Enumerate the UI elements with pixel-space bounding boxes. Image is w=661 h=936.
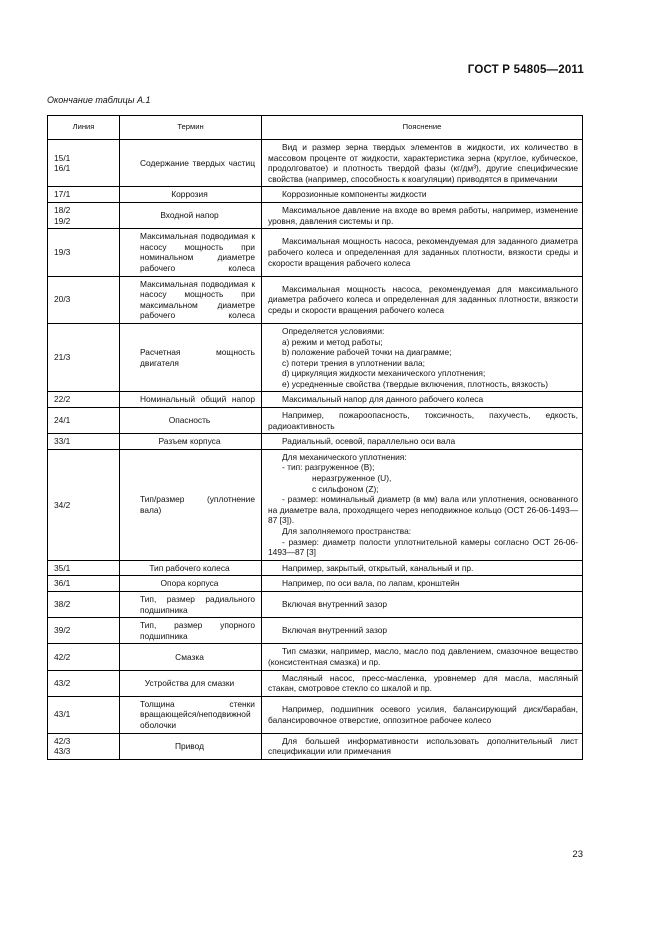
explanation: [262, 618, 583, 644]
line-number: 35/1: [48, 560, 120, 576]
header-term: Термин: [120, 116, 262, 140]
term: Максимальная подводимая к насосу мощность при номинальном диаметре рабочего колеса: [120, 229, 262, 276]
explanation-paragraph: неразгруженное (U),: [312, 473, 392, 484]
line-number: 19/3: [48, 229, 120, 276]
term: Устройства для смазки: [120, 670, 262, 696]
term: Смазка: [120, 644, 262, 670]
explanation-paragraph: Максимальная мощность насоса, рекомендуемая для заданного диаметра рабочего колеса и определенная для заданных плотности, вязкости среды и скорости вращения рабочего колеса: [268, 236, 578, 268]
table-row: [48, 229, 583, 276]
term: Тип, размер радиального подшипника: [120, 591, 262, 617]
explanation-paragraph: - размер: номинальный диаметр (в мм) вала или уплотнения, основанного на диаметре вала, проходящего через неподвижное кольцо (ОСТ 26-06-1493—87 [3]).: [268, 494, 578, 526]
explanation-paragraph: Вид и размер зерна твердых элементов в жидкости, их количество в массовом проценте от жидкости, характеристика зерна (круглое, кубическое, продолговатое) и плотность твердой фазы (кг/дм³), другие специфические свойства (например, способность к коагуляции) приводятся в примечании: [268, 142, 578, 184]
explanation: [262, 408, 583, 434]
explanation-paragraph: Например, пожароопасность, токсичность, пахучесть, едкость, радиоактивность: [268, 410, 578, 431]
explanation-paragraph: Определяется условиями:: [282, 325, 385, 336]
explanation-paragraph: Максимальная мощность насоса, рекомендуемая для максимального диаметра рабочего колеса и определенная для заданных плотности, вязкости среды и скорости вращения рабочего колеса: [268, 283, 578, 316]
explanation-paragraph: с сильфоном (Z);: [312, 483, 379, 494]
table-row: [48, 392, 583, 408]
term: Тип, размер упорного подшипника: [120, 618, 262, 644]
standard-code: ГОСТ Р 54805—2011: [467, 64, 584, 76]
explanation-paragraph: - тип: разгруженное (В);: [282, 462, 375, 473]
explanation: [262, 187, 583, 203]
term: Входной напор: [120, 202, 262, 228]
line-number: 21/3: [48, 323, 120, 392]
term: Привод: [120, 733, 262, 759]
term: Тип рабочего колеса: [120, 560, 262, 576]
explanation: [262, 591, 583, 617]
term: Разъем корпуса: [120, 434, 262, 450]
table-row: [48, 696, 583, 733]
table-row: [48, 140, 583, 187]
explanation-paragraph: Максимальный напор для данного рабочего колеса: [282, 394, 484, 405]
line-number: 20/3: [48, 276, 120, 323]
explanation: [262, 392, 583, 408]
header-line: Линия: [48, 116, 120, 140]
term: Опасность: [120, 408, 262, 434]
header-explanation: Пояснение: [262, 116, 583, 140]
explanation-paragraph: Включая внутренний зазор: [282, 599, 388, 610]
explanation: [262, 560, 583, 576]
explanation: [262, 449, 583, 560]
term: Толщина стенки вращающейся/неподвижной оболочки: [120, 696, 262, 733]
term: Коррозия: [120, 187, 262, 203]
table-row: [48, 670, 583, 696]
table-header-row: [48, 116, 583, 140]
table-row: [48, 187, 583, 203]
explanation-paragraph: Для большей информативности использовать дополнительный лист спецификации или примечания: [268, 735, 578, 757]
page-number: 23: [572, 849, 583, 860]
line-number: 17/1: [48, 187, 120, 203]
explanation: [262, 696, 583, 733]
explanation: [262, 140, 583, 187]
explanation-paragraph: с) потери трения в уплотнении вала;: [282, 357, 425, 368]
table-row: [48, 591, 583, 617]
explanation-paragraph: Радиальный, осевой, параллельно оси вала: [282, 436, 456, 447]
terms-table: [47, 115, 583, 760]
table-row: [48, 434, 583, 450]
line-number: 38/2: [48, 591, 120, 617]
explanation-paragraph: Тип смазки, например, масло, масло под давлением, смазочное вещество (консистентная смазка) и пр.: [268, 646, 578, 667]
explanation-paragraph: Включая внутренний зазор: [282, 625, 388, 636]
table-row: [48, 733, 583, 759]
explanation: [262, 229, 583, 276]
line-number: 18/2 19/2: [48, 202, 120, 228]
explanation: [262, 644, 583, 670]
explanation-paragraph: Масляный насос, пресс-масленка, уровнемер для масла, масляный стакан, смотровое стекло со шкалой и пр.: [268, 672, 578, 694]
term: Максимальная подводимая к насосу мощность при максимальном диаметре рабочего колеса: [120, 276, 262, 323]
table-caption: Окончание таблицы А.1: [47, 95, 151, 105]
table-row: [48, 408, 583, 434]
table-row: [48, 560, 583, 576]
explanation-paragraph: b) положение рабочей точки на диаграмме;: [282, 347, 452, 358]
explanation-paragraph: а) режим и метод работы;: [282, 336, 383, 347]
table-body: [48, 140, 583, 760]
explanation-paragraph: Для механического уплотнения:: [282, 451, 407, 462]
term: Расчетная мощность двигателя: [120, 323, 262, 392]
explanation-paragraph: Например, подшипник осевого усилия, балансирующий диск/барабан, балансировочное отверстие, оппозитное рабочее колесо: [268, 704, 578, 725]
explanation-paragraph: - размер: диаметр полости уплотнительной камеры согласно ОСТ 26-06-1493—87 [3]: [268, 536, 578, 558]
line-number: 43/1: [48, 696, 120, 733]
table-row: [48, 644, 583, 670]
line-number: 43/2: [48, 670, 120, 696]
explanation: [262, 202, 583, 228]
explanation: [262, 323, 583, 392]
explanation: [262, 276, 583, 323]
explanation-paragraph: Например, закрытый, открытый, канальный и пр.: [282, 562, 474, 573]
explanation: [262, 434, 583, 450]
table-row: [48, 618, 583, 644]
line-number: 15/1 16/1: [48, 140, 120, 187]
term: Тип/размер (уплотнение вала): [120, 449, 262, 560]
line-number: 39/2: [48, 618, 120, 644]
explanation: [262, 733, 583, 759]
explanation-paragraph: d) циркуляция жидкости механического уплотнения;: [282, 368, 486, 379]
table-row: [48, 202, 583, 228]
table-row: [48, 276, 583, 323]
line-number: 36/1: [48, 576, 120, 592]
explanation-paragraph: е) усредненные свойства (твердые включения, плотность, вязкость): [282, 378, 549, 389]
term: Содержание твердых частиц: [120, 140, 262, 187]
table-row: [48, 449, 583, 560]
explanation-paragraph: Для заполняемого пространства:: [282, 526, 412, 536]
line-number: 42/3 43/3: [48, 733, 120, 759]
line-number: 22/2: [48, 392, 120, 408]
line-number: 33/1: [48, 434, 120, 450]
term: Номинальный общий напор: [120, 392, 262, 408]
line-number: 42/2: [48, 644, 120, 670]
explanation-paragraph: Например, по оси вала, по лапам, кронштейн: [282, 578, 460, 589]
explanation: [262, 670, 583, 696]
explanation-paragraph: Максимальное давление на входе во время работы, например, изменение уровня, давления системы и пр.: [268, 204, 578, 226]
explanation: [262, 576, 583, 592]
explanation-paragraph: Коррозионные компоненты жидкости: [282, 189, 427, 200]
table-row: [48, 323, 583, 392]
line-number: 34/2: [48, 449, 120, 560]
line-number: 24/1: [48, 408, 120, 434]
term: Опора корпуса: [120, 576, 262, 592]
table-row: [48, 576, 583, 592]
